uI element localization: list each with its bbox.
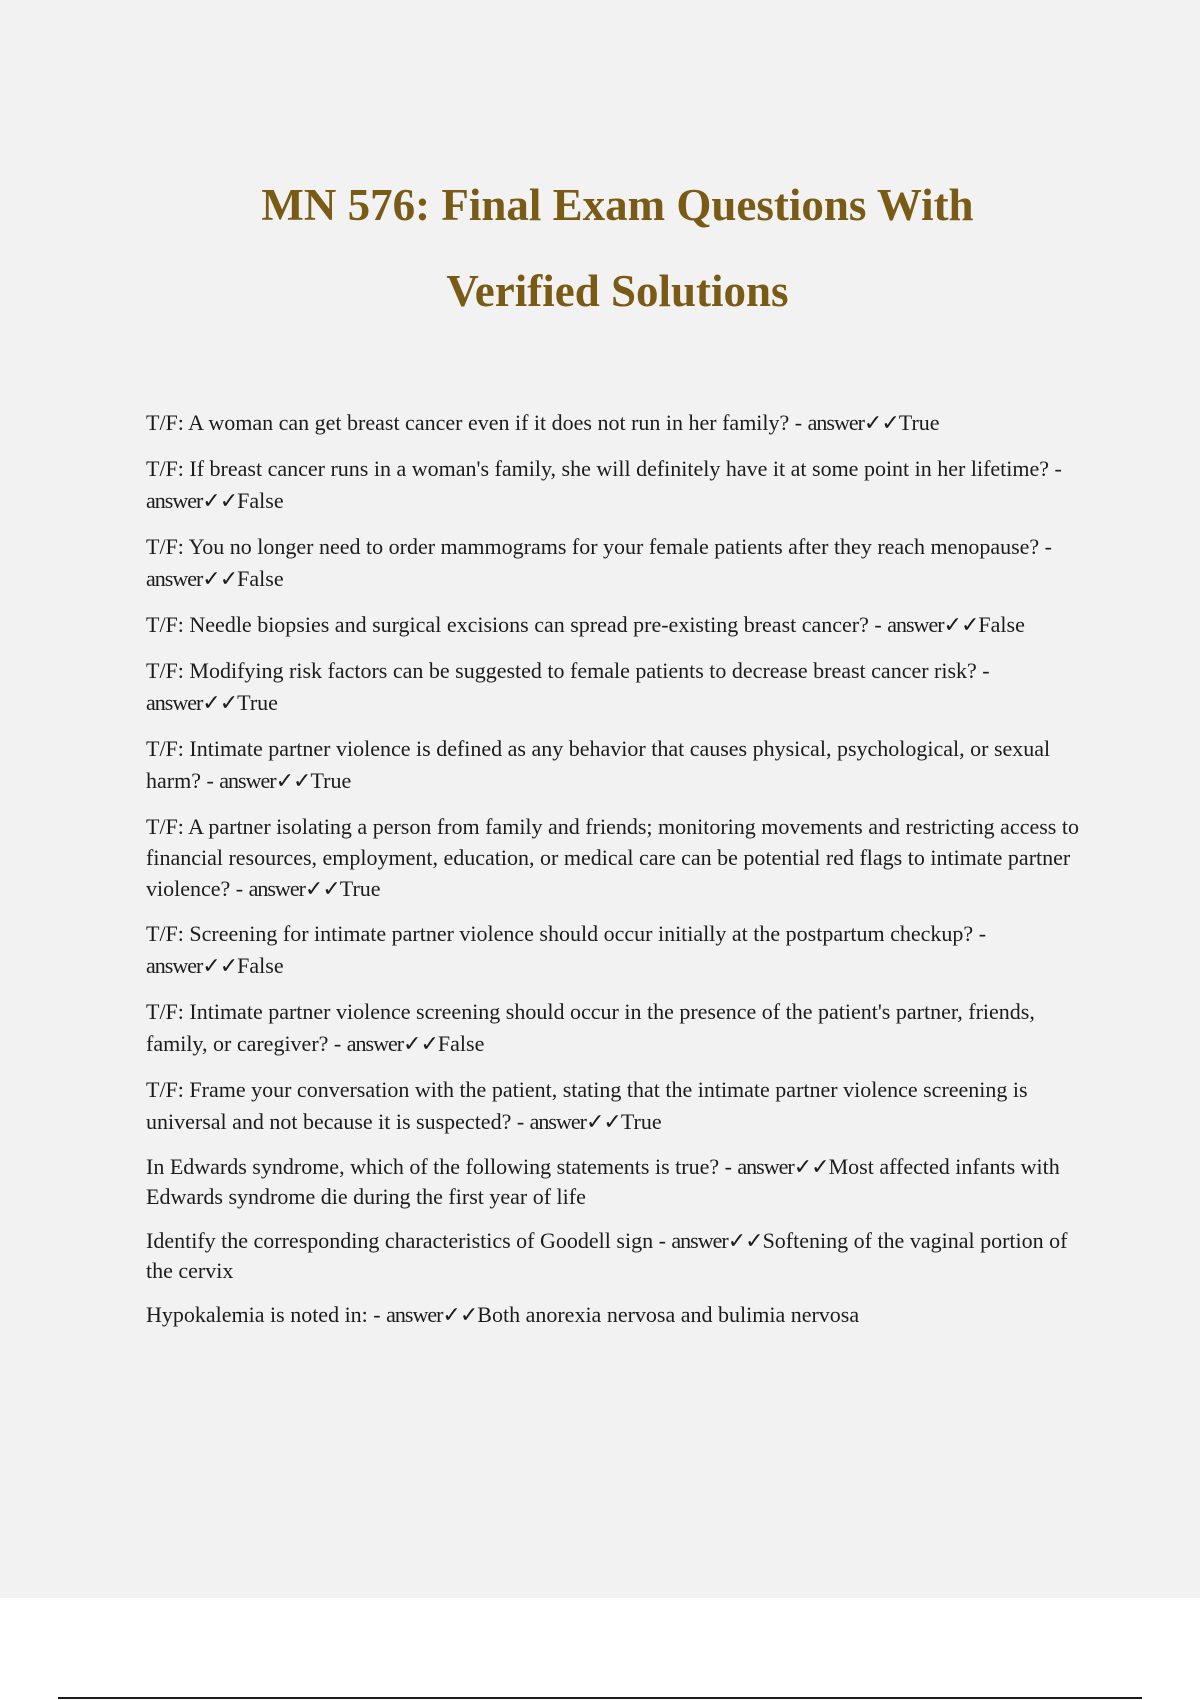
question-text: T/F: Modifying risk factors can be suggested to female patients to decrease breast cancer risk? - xyxy=(146,658,990,683)
document-title xyxy=(0,162,1200,334)
qa-item-5 xyxy=(146,655,1086,719)
answer-text: False xyxy=(237,953,284,978)
title-line-2: Verified Solutions xyxy=(446,266,789,316)
answer-marker: answer✓✓ xyxy=(146,690,238,715)
answer-marker: answer✓✓ xyxy=(146,953,238,978)
answer-text: True xyxy=(898,410,940,435)
question-text: Hypokalemia is noted in: - xyxy=(146,1302,387,1327)
answer-marker: answer✓✓ xyxy=(146,566,238,591)
qa-item-11 xyxy=(146,1152,1086,1212)
question-text: T/F: A woman can get breast cancer even if it does not run in her family? - xyxy=(146,410,808,435)
answer-marker: answer✓✓ xyxy=(887,612,979,637)
question-text: T/F: A partner isolating a person from family and friends; monitoring movements and restricting access to financial resources, employment, education, or medical care can be potential red flags to intimate partner violence? - xyxy=(146,814,1079,901)
question-text: T/F: You no longer need to order mammograms for your female patients after they reach menopause? - xyxy=(146,534,1052,559)
question-text: T/F: Intimate partner violence is defined as any behavior that causes physical, psychological, or sexual harm? - xyxy=(146,736,1051,793)
qa-item-6 xyxy=(146,733,1086,797)
qa-item-7 xyxy=(146,811,1086,904)
answer-text: True xyxy=(237,690,278,715)
answer-text: False xyxy=(237,566,284,591)
question-text: In Edwards syndrome, which of the following statements is true? - xyxy=(146,1154,738,1179)
answer-text: Most affected infants with Edwards syndrome die during the first year of life xyxy=(146,1154,1060,1209)
qa-item-1 xyxy=(146,407,1086,439)
qa-item-3 xyxy=(146,531,1086,595)
answer-marker: answer✓✓ xyxy=(386,1302,478,1327)
title-line-1: MN 576: Final Exam Questions With xyxy=(261,180,974,230)
answer-marker: answer✓✓ xyxy=(737,1154,829,1179)
answer-marker: answer✓✓ xyxy=(346,1031,438,1056)
answer-text: False xyxy=(437,1031,485,1056)
question-answer-list xyxy=(146,407,1086,1344)
answer-marker: answer✓✓ xyxy=(219,768,311,793)
qa-item-9 xyxy=(146,996,1086,1060)
answer-text: Both anorexia nervosa and bulimia nervosa xyxy=(477,1302,860,1327)
answer-text: Softening of the vaginal portion of the cervix xyxy=(146,1228,1068,1283)
answer-text: False xyxy=(978,612,1025,637)
footer-divider xyxy=(58,1697,1142,1699)
question-text: T/F: If breast cancer runs in a woman's family, she will definitely have it at some point in her lifetime? - xyxy=(146,456,1062,481)
qa-item-2 xyxy=(146,453,1086,517)
answer-text: True xyxy=(620,1109,662,1134)
answer-marker: answer✓✓ xyxy=(671,1228,763,1253)
question-text: Identify the corresponding characteristics of Goodell sign - xyxy=(146,1228,672,1253)
answer-marker: answer✓✓ xyxy=(529,1109,621,1134)
qa-item-4 xyxy=(146,609,1086,641)
answer-text: True xyxy=(339,876,381,901)
answer-marker: answer✓✓ xyxy=(248,876,340,901)
question-text: T/F: Intimate partner violence screening should occur in the presence of the patient's partner, friends, family, or caregiver? - xyxy=(146,999,1035,1056)
question-text: T/F: Frame your conversation with the patient, stating that the intimate partner violence screening is universal and not because it is suspected? - xyxy=(146,1077,1028,1134)
qa-item-10 xyxy=(146,1074,1086,1138)
qa-item-8 xyxy=(146,918,1086,982)
answer-marker: answer✓✓ xyxy=(807,410,899,435)
question-text: T/F: Needle biopsies and surgical excisions can spread pre-existing breast cancer? - xyxy=(146,612,888,637)
qa-item-13 xyxy=(146,1300,1086,1330)
answer-text: True xyxy=(310,768,352,793)
answer-marker: answer✓✓ xyxy=(146,488,238,513)
question-text: T/F: Screening for intimate partner violence should occur initially at the postpartum checkup? - xyxy=(146,921,987,946)
answer-text: False xyxy=(237,488,284,513)
qa-item-12 xyxy=(146,1226,1086,1286)
